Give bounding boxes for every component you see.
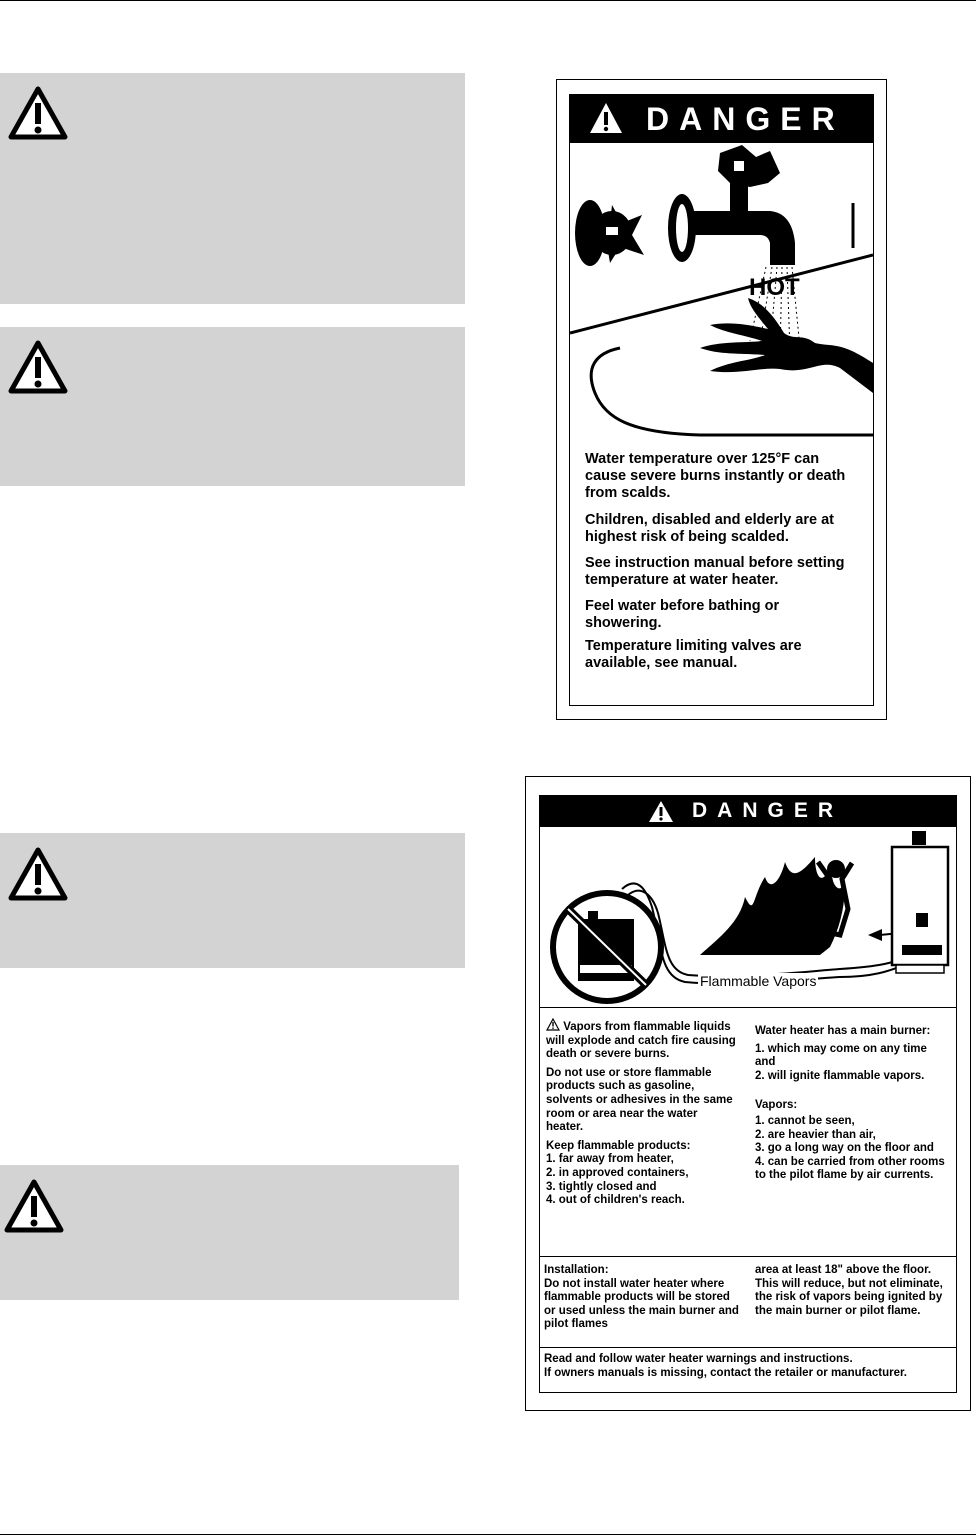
warning-triangle-icon: [4, 1179, 64, 1233]
installation-right-text: area at least 18" above the floor. This will reduce, but not eliminate, the risk of vapors being ignited by the main burner or pilot flame.: [755, 1264, 943, 1317]
danger-heading: DANGER: [646, 101, 845, 137]
vapor-explode-text: Vapors from flammable liquids will explode and catch fire causing death or severe burns.: [546, 1021, 736, 1061]
vapors-item: 3. go a long way on the floor and: [755, 1142, 934, 1155]
vapors-item: 1. cannot be seen,: [755, 1114, 855, 1127]
vapor-right-column: [755, 1025, 947, 1183]
vapors-item: 4. can be carried from other rooms to the pilot flame by air currents.: [755, 1155, 945, 1182]
main-burner-title: Water heater has a main burner:: [755, 1025, 931, 1037]
burner-item: 1. which may come on any time and: [755, 1042, 927, 1069]
vapors-title: Vapors:: [755, 1099, 798, 1112]
keep-products-title: Keep flammable products:: [546, 1139, 691, 1152]
vapor-danger-header: [540, 796, 956, 827]
vapor-explode-warning: [546, 1018, 736, 1062]
footer-line: Read and follow water heater warnings and instructions.: [544, 1353, 853, 1365]
keep-item: 1. far away from heater,: [546, 1153, 674, 1166]
installation-divider: [540, 1256, 956, 1257]
vapor-left-column: [546, 1018, 736, 1208]
warning-box-2: [0, 327, 465, 486]
warning-box-3: [0, 833, 465, 968]
scald-paragraph: Children, disabled and elderly are at highest risk of being scalded.: [585, 512, 834, 545]
scald-paragraph: Feel water before bathing or showering.: [585, 598, 780, 631]
footer-line: If owners manuals is missing, contact the retailer or manufacturer.: [544, 1366, 907, 1379]
warning-box-4: [0, 1165, 459, 1300]
scald-paragraph: Temperature limiting valves are available, see manual.: [585, 638, 802, 671]
warning-triangle-icon: [8, 847, 68, 901]
do-not-store-text: Do not use or store flammable products such as gasoline, solvents or adhesives in the same room or area near the water heater.: [546, 1066, 733, 1134]
warning-triangle-icon: [8, 86, 68, 140]
scald-paragraph: Water temperature over 125°F can cause severe burns instantly or death from scalds.: [585, 451, 846, 501]
danger-triangle-icon: [648, 800, 674, 823]
scald-danger-label: [556, 79, 887, 720]
danger-heading: DANGER: [692, 799, 844, 822]
bottom-rule: [0, 1534, 976, 1535]
scald-danger-header: [570, 95, 873, 143]
warning-triangle-icon: [8, 340, 68, 394]
hot-water-scald-pictogram: [570, 143, 873, 437]
vapor-danger-label: [525, 776, 971, 1411]
scald-warning-text: [585, 451, 857, 672]
danger-triangle-icon: [588, 101, 624, 135]
warning-box-1: [0, 73, 465, 304]
keep-item: 3. tightly closed and: [546, 1180, 657, 1193]
scald-paragraph: See instruction manual before setting temperature at water heater.: [585, 555, 845, 588]
burn-word: BURN: [763, 377, 824, 400]
footer-divider: [540, 1347, 956, 1348]
keep-item: 2. in approved containers,: [546, 1166, 689, 1179]
small-warning-triangle-icon: [546, 1018, 560, 1031]
picture-divider: [540, 1007, 956, 1008]
top-rule: [0, 0, 976, 1]
hot-word: HOT: [749, 274, 800, 301]
vapors-item: 2. are heavier than air,: [755, 1128, 876, 1141]
vapor-footer: [544, 1353, 954, 1380]
flammable-vapors-caption: Flammable Vapors: [700, 973, 817, 989]
installation-left-text: Installation: Do not install water heater where flammable products will be stored or used unless the main burner and pilot flames: [544, 1264, 739, 1331]
keep-item: 4. out of children's reach.: [546, 1194, 685, 1207]
burner-item: 2. will ignite flammable vapors.: [755, 1069, 925, 1082]
